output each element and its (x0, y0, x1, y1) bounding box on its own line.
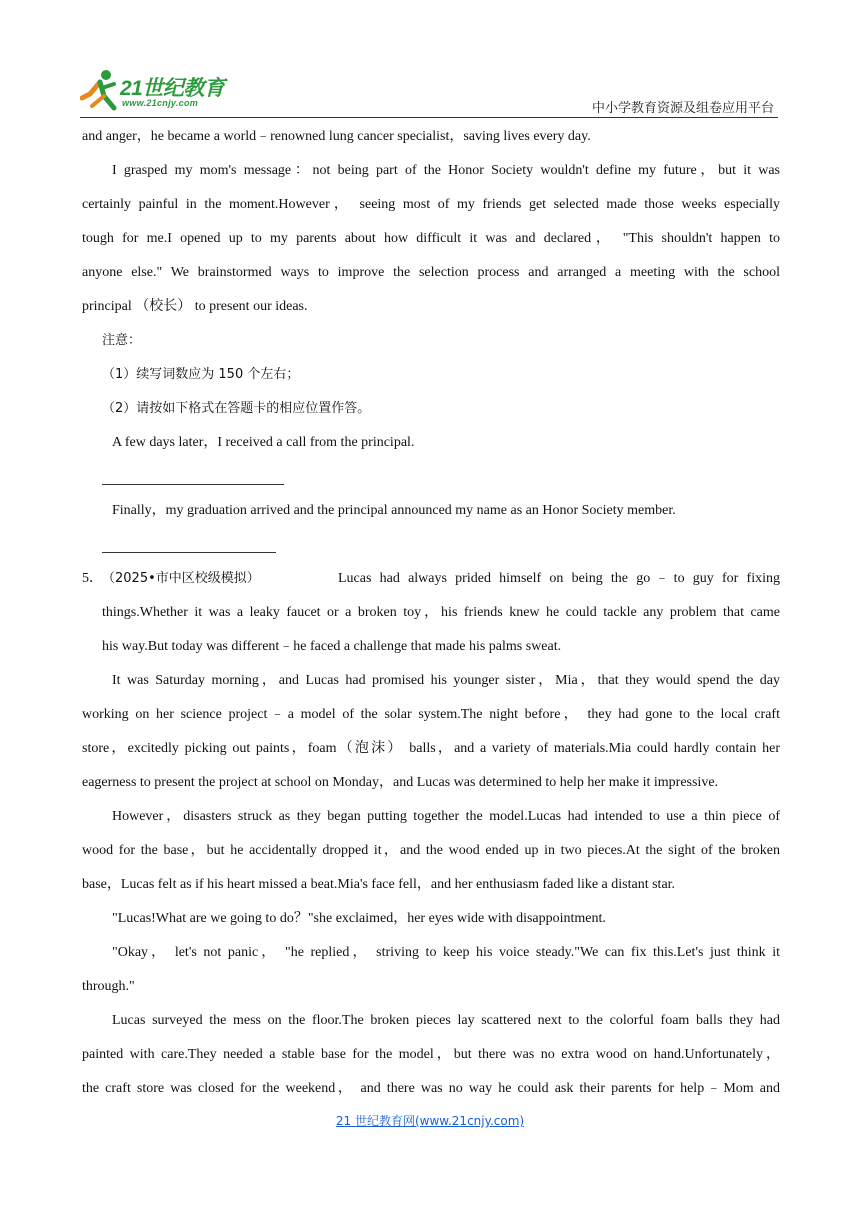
prompt-sentence: A few days later，I received a call from the principal. (112, 435, 415, 450)
text-line: and anger，he became a world﹣renowned lung cancer specialist，saving lives every day. (82, 129, 591, 144)
text-line: things.Whether it was a leaky faucet or a broken toy，his friends knew he could tackle any problem that came (102, 605, 780, 620)
text-line: working on her science project﹣a model of the solar system.The night before， they had gone to the local craft (82, 707, 780, 722)
text-line: anyone else." We brainstormed ways to improve the selection process and arranged a meeting with the school (82, 265, 780, 280)
prompt-sentence: Finally，my graduation arrived and the principal announced my name as an Honor Society member. (112, 503, 676, 518)
platform-name: 中小学教育资源及组卷应用平台 (591, 101, 774, 116)
question-header (82, 566, 780, 600)
footer-link[interactable]: 21 世纪教育网(www.21cnjy.com) (335, 1114, 525, 1128)
text-line: Lucas surveyed the mess on the floor.The broken pieces lay scattered next to the colorful foam balls they had (112, 1013, 780, 1028)
text-line: Lucas had always prided himself on being the go﹣to guy for fixing (338, 571, 780, 586)
answer-line (82, 464, 780, 498)
text-line: his way.But today was different﹣he faced a challenge that made his palms sweat. (102, 639, 562, 654)
text-line: store，excitedly picking out paints，foam（泡沫） balls，and a variety of materials.Mia could hardly contain her (82, 741, 780, 756)
text-line: "Lucas!What are we going to do？"she exclaimed，her eyes wide with disappointment. (112, 911, 606, 926)
question-source: （2025•市中区校级模拟） (102, 571, 260, 586)
text-line: certainly painful in the moment.However， seeing most of my friends get selected made those weeks especially (82, 197, 780, 212)
answer-line (82, 532, 780, 566)
running-figure-logo-icon (80, 68, 120, 112)
page-header (0, 0, 860, 120)
logo-title: 21世纪教育 (120, 77, 225, 100)
text-line: "Okay， let's not panic， "he replied， striving to keep his voice steady."We can fix this.Let's just think it (112, 945, 780, 960)
text-line: the craft store was closed for the weekend， and there was no way he could ask their parents for help﹣Mom and (82, 1081, 780, 1096)
notes-item: （1）续写词数应为 150 个左右； (102, 367, 300, 382)
text-line: It was Saturday morning，and Lucas had promised his younger sister，Mia，that they would spend the day (112, 673, 780, 688)
header-divider (80, 117, 778, 118)
question-number: 5． (82, 571, 103, 586)
text-line: principal （校长） to present our ideas. (82, 299, 308, 314)
text-line: through." (82, 979, 135, 994)
text-line: However，disasters struck as they began putting together the model.Lucas had intended to use a thin piece of (112, 809, 780, 824)
text-line: eagerness to present the project at school on Monday，and Lucas was determined to help her make it impressive. (82, 775, 719, 790)
document-body (82, 124, 780, 1110)
logo (80, 68, 260, 114)
text-line: I grasped my mom's message：not being part of the Honor Society wouldn't define my future，but it was (112, 163, 780, 178)
logo-url: www.21cnjy.com (122, 98, 199, 108)
text-line: wood for the base，but he accidentally dropped it，and the wood ended up in two pieces.At the sight of the broken (82, 843, 780, 858)
notes-title: 注意： (102, 333, 142, 348)
text-line: base，Lucas felt as if his heart missed a beat.Mia's face fell，and her enthusiasm faded like a distant star. (82, 877, 676, 892)
text-line: painted with care.They needed a stable base for the model，but there was no extra wood on hand.Unfortunately， (82, 1047, 780, 1062)
text-line: tough for me.I opened up to my parents about how difficult it was and declared， "This shouldn't happen to (82, 231, 780, 246)
notes-item: （2）请按如下格式在答题卡的相应位置作答。 (102, 401, 371, 416)
